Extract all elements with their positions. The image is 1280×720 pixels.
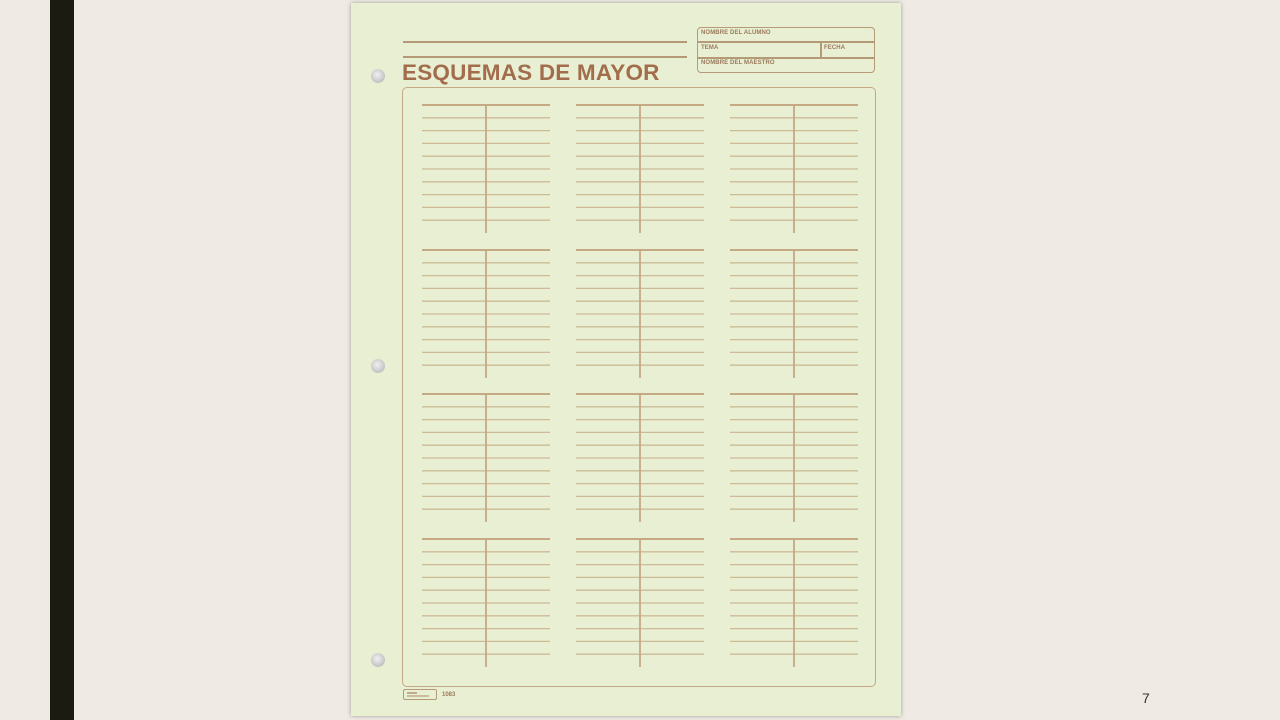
teacher-name-label: NOMBRE DEL MAESTRO	[701, 60, 775, 66]
ledger-sheet	[351, 3, 901, 716]
form-title: ESQUEMAS DE MAYOR	[402, 60, 660, 85]
date-label: FECHA	[824, 45, 846, 51]
form-code: 1083	[442, 692, 456, 698]
punch-hole	[371, 69, 385, 83]
info-divider-vertical	[820, 42, 822, 58]
publisher-logo	[403, 689, 437, 700]
punch-hole	[371, 653, 385, 667]
t-accounts-drawing	[403, 88, 877, 688]
header-rule	[403, 41, 687, 43]
topic-label: TEMA	[701, 45, 719, 51]
student-info-box	[697, 27, 875, 73]
punch-hole	[371, 359, 385, 373]
student-name-label: NOMBRE DEL ALUMNO	[701, 30, 771, 36]
info-divider	[698, 57, 874, 59]
page-number: 7	[1142, 690, 1150, 706]
info-divider	[698, 41, 874, 43]
slide-accent-bar	[50, 0, 74, 720]
header-rule	[403, 56, 687, 58]
t-accounts-grid	[402, 87, 876, 687]
